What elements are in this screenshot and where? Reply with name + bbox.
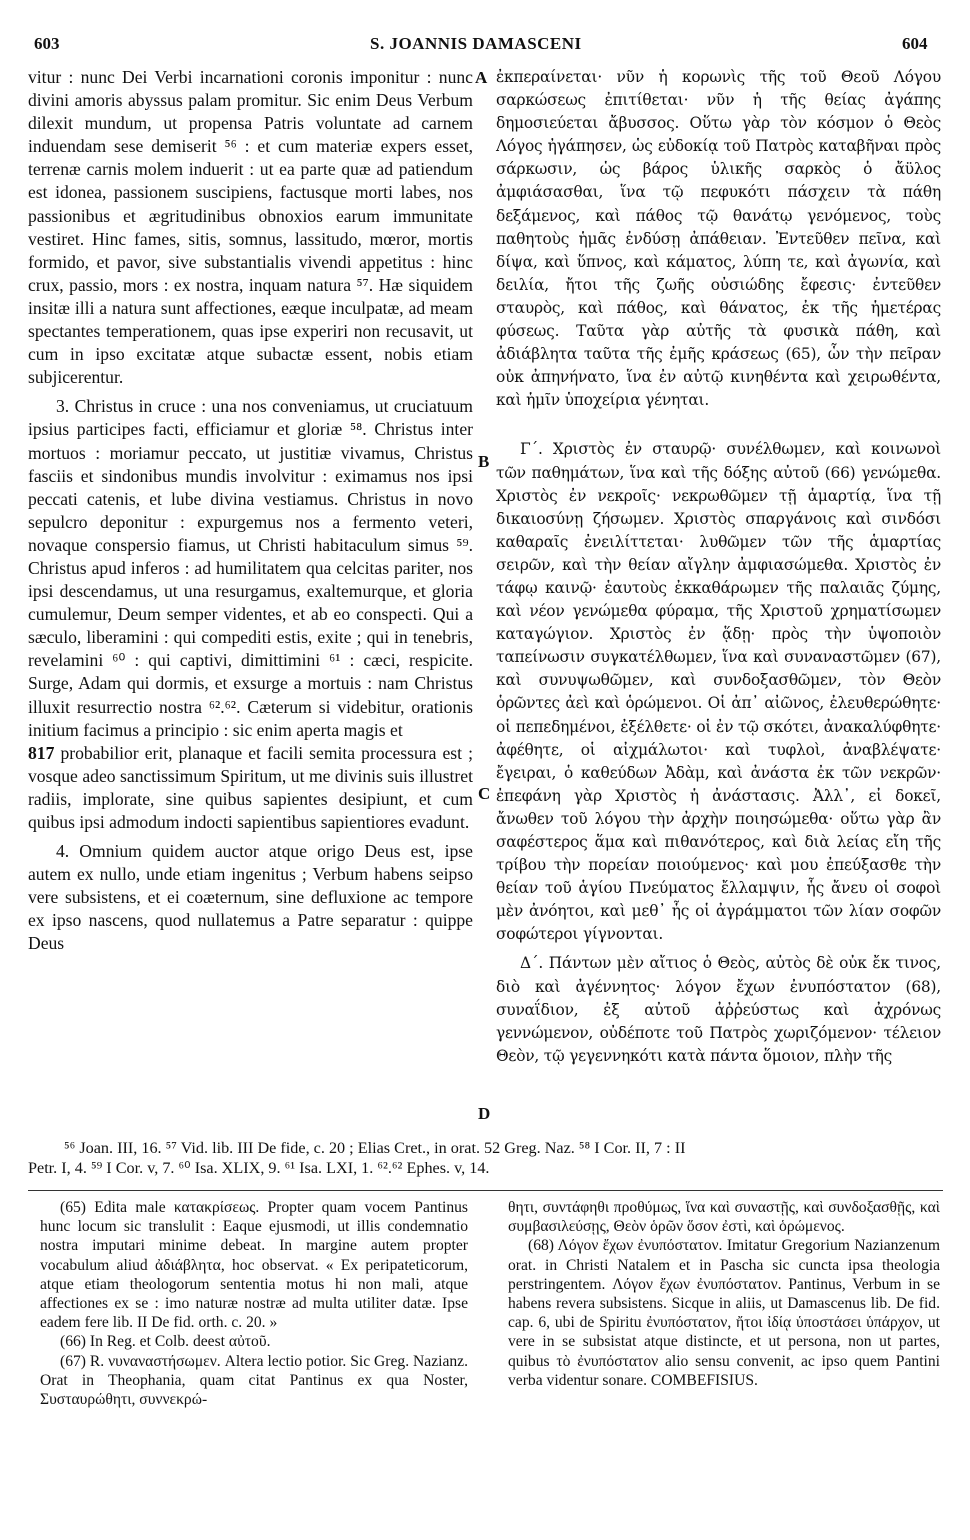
page-number-right: 604 — [902, 34, 928, 53]
scripture-footnotes — [28, 1138, 943, 1178]
margin-marker-c: C — [478, 784, 491, 803]
latin-paragraph-2-end — [28, 742, 473, 834]
note-65: (65) Edita male κατακρίσεως. Propter quam vocem Pantinus hunc locum sic translulit : Eaque ejusmodi, ut illis condemnatio nostra imputari minime debeat. In margine autem propter vocabulum aliud ἀδιάβλητα, hoc observat. « Ex peripateticorum, atque etiam theologorum sententia motus hi non mali, atque affectiones ex se : imo naturæ nostræ ad multa utiliter datæ. Ipse eadem fere lib. II De fid. orth. c. 20. » — [40, 1199, 468, 1332]
greek-paragraph-2: Γ΄. Χριστὸς ἐν σταυρῷ· συνέλθωμεν, καὶ κοινωνοὶ τῶν παθημάτων, ἵνα καὶ τῆς δόξης αὐτοῦ (66) γενώμεθα. Χριστὸς ἐν νεκροῖς· νεκρωθῶμεν τῇ ἁμαρτίᾳ, ἵνα τῇ δικαιοσύνῃ ζήσωμεν. Χριστὸς σπαργάνοις καὶ σινδόσι καθαραῖς ἐνειλίττεται· λυθῶμεν τῶν τῆς ἁμαρτίας σειρῶν, καὶ τὴν θείαν αἴγλην ἀμφιασώμεθα. Χριστὸς ἐν τάφῳ καινῷ· ἑαυτοὺς ἐκκαθάρωμεν τῆς παλαιᾶς ζύμης, καὶ νέον γενώμεθα φύραμα, τῆς Χριστοῦ χρηματίσωμεν καταγώγιον. Χριστὸς ἐν ᾅδῃ· πρὸς τὴν ὑψοποιὸν ταπείνωσιν συγκατέλθωμεν, ἵνα καὶ συναναστῶμεν (67), καὶ συνυψωθῶμεν, καὶ συνδοξασθῶμεν, τὸν Θεὸν ὁρῶντες ἀεὶ καὶ ὁρώμενοι. Οἱ ἀπ᾿ αἰῶνος, ἐλευθερώθητε· οἱ πεπεδημένοι, ἐξέλθετε· οἱ ἐν τῷ σκότει, ἀνακαλύφθητε· ἀφέθητε, οἱ αἰχμάλωτοι· καὶ τυφλοὶ, ἀναβλέψατε· ἔγειραι, ὁ καθεύδων Ἀδὰμ, καὶ ἀνάστα ἐκ τῶν νεκρῶν· ἐπεφάνη γὰρ Χριστὸς ἡ ἀνάστασις. Ἀλλ᾿, εἰ δοκεῖ, ἄνωθεν τοῦ λόγου τὴν ἀρχὴν ποιησώμεθα· οὕτω γὰρ ἂν σαφέστερος ἅμα καὶ πιθανότερος, καὶ διὰ λείας εἴη τῆς τρίβου τὴν πορείαν ποιούμενος· καὶ μου ἐπεύξασθε τὴν θείαν τοῦ ἁγίου Πνεύματος ἔλλαμψιν, ἧς ἄνευ οἱ σοφοὶ μὲν ἀνόητοι, καὶ μεθ᾿ ἧς οἱ ἀγράμματοι τῶν λίαν σοφῶν σοφώτεροι γίγνονται. — [496, 440, 941, 944]
footnote-line-1: ⁵⁶ Joan. III, 16. ⁵⁷ Vid. lib. III De fide, c. 20 ; Elias Cret., in orat. 52 Greg. Naz. ⁵⁸ I Cor. II, 7 : II — [64, 1139, 686, 1157]
page-number-left: 603 — [34, 34, 60, 53]
latin-paragraph-3: 4. Omnium quidem auctor atque origo Deus est, ipse autem ex nullo, unde etiam ingenitus ; Verbum habens seipso vere subsistens, et ei coæternum, sine defluxione ac tempore ex ipso nascens, quod nullatemus a Patre separatur : quippe Deus — [28, 841, 473, 954]
greek-paragraph-1: ἐκπεραίνεται· νῦν ἡ κορωνὶς τῆς τοῦ Θεοῦ Λόγου σαρκώσεως ἐπιτίθεται· νῦν ἡ τῆς θείας ἀγάπης δημοσιεύεται ἄβυσσος. Οὕτω γὰρ τὸν κόσμον ὁ Θεὸς Λόγος ἠγάπησεν, ὡς εὐδοκίᾳ τοῦ Πατρὸς καταβῆναι πρὸς σάρκωσιν, ὡς βάρος ὑλικῆς σαρκὸς ὁ ἄϋλος ἀμφιάσασθαι, ἵνα τῷ πεφυκότι πάσχειν τὰ πάθη δεξάμενος, καὶ πάθος τῷ θανάτῳ γενόμενος, τοὺς παθητοὺς ἡμᾶς ἐνδύσῃ ἀπάθειαν. Ἐντεῦθεν πεῖνα, καὶ δίψα, καὶ ὕπνος, καὶ κάματος, λύπη τε, καὶ ἀγωνία, καὶ δειλία, ἤτοι τῆς ζωῆς οὐσιώδης ἔφεσις· ἐντεῦθεν σταυρὸς, καὶ πάθος, καὶ θάνατος, ἐκ τῆς ἡμετέρας φύσεως. Ταῦτα γὰρ αὐτῆς τὰ φυσικὰ πάθη, καὶ ἀδιάβλητα ταῦτα τῆς ἐμῆς κράσεως (65), ὧν τὴν πεῖραν οὐκ ἀπηνήνατο, ἵνα ἐν αὐτῷ κινηθέντα καὶ χειρωθέντα, καὶ ἡμῖν ὑποχείρια γένηται. — [496, 68, 941, 410]
column-number: 817 — [28, 742, 55, 763]
margin-marker-d: D — [478, 1104, 491, 1123]
latin-column — [28, 66, 473, 956]
footnote-line-2: Petr. I, 4. ⁵⁹ I Cor. v, 7. ⁶⁰ Isa. XLIX, 9. ⁶¹ Isa. LXI, 1. ⁶².⁶² Ephes. v, 14. — [28, 1159, 490, 1177]
note-66: (66) In Reg. et Colb. deest αὐτοῦ. — [60, 1333, 271, 1351]
notes-right-column — [508, 1198, 940, 1390]
note-67: (67) R. νυναναστήσωμεν. Altera lectio potior. Sic Greg. Nazianz. Orat in Theophania, quam citat Pantinus ex qua Noster, Συσταυρώθητι, συννεκρώ- — [40, 1352, 468, 1409]
note-67-continued: θητι, συντάφηθι προθύμως, ἵνα καὶ συναστῇς, καὶ συνδοξασθῇς, καὶ συμβασιλεύσῃς, Θεὸν ὁρῶν ὅσον ἐστὶ, καὶ ὁρώμενος. — [508, 1199, 940, 1236]
latin-paragraph-2-tail: probabilior erit, planaque et facili semita processura est ; vosque adeo sanctissimum Spiritum, ut me divinis suis illustret radiis, implorate, sine quibus sapientes desipiunt, et cum quibus ipsi admodum indocti sapientibus sapientiores evadunt. — [28, 742, 473, 832]
latin-paragraph-1: vitur : nunc Dei Verbi incarnationi coronis imponitur : nunc divini amoris abyssus palam promitur. Sic enim Deus Verbum dilexit mundum, ut propensa Patris voluntate ad carnem induendam sese demiserit ⁵⁶ : et cum materiæ expers esset, terrenæ carnis molem induerit : ut ea parte quæ ad patiendum est idonea, passionem suscipiens, factusque morti labes, nos passionibus et ægritudinibus obnoxios earum immunitate vestiret. Hinc fames, sitis, somnus, lassitudo, mœror, mortis formido, et pavor, sive substantialis vivendi appetitus : hinc crux, passio, mors : ex nostra, inquam natura ⁵⁷. Hæ siquidem insitæ illi a natura sunt affectiones, eæque inculpatæ, ad meam spectantes temperationem, quas ipse experiri non recusavit, ut cum in ipso excitatæ atque subactæ essent, nobis etiam subjicerentur. — [28, 67, 473, 388]
margin-marker-b: B — [478, 452, 490, 471]
latin-paragraph-2: 3. Christus in cruce : una nos conveniamus, ut cruciatuum ipsius participes facti, efficiamur et gloriæ ⁵⁸. Christus inter mortuos : moriamur peccato, ut justitiæ vivamus, Christus fasciis et sindonibus mundis involvitur : eximamus nos ipsi peccati catenis, et lube divina vestiamus. Christus in novo sepulcro deponitur : expurgemus nos a fermento veteri, novaque conspersio fiamus, ut Christi habitaculum simus ⁵⁹. Christus apud inferos : ad humilitatem qua celcitas pariter, nos ipsi descendamus, ut una resurgamus, exaltemurque, et gloria cumulemur, Deum semper videntes, et ab eo conspecti. Qui a sæculo, liberamini : qui compediti estis, exite ; qui in tenebris, revelamini ⁶⁰ : qui captivi, dimittimini ⁶¹ : cæci, respicite. Surge, Adam qui dormis, et exsurge a mortuis : nam Christus illuxit resurrectio nostra ⁶².⁶². Cæterum si videbitur, orationis initium facimus a principio : sic enim aperta magis et — [28, 396, 473, 740]
margin-marker-a: A — [475, 68, 488, 87]
greek-column — [496, 66, 941, 1068]
running-title: S. JOANNIS DAMASCENI — [370, 34, 582, 53]
note-68: (68) Λόγον ἔχων ἐνυπόστατον. Imitatur Gregorium Nazianzenum orat. in Christi Natalem et in Pascha sic cuncta ipsa theologia perstringentem. Λόγον ἔχων ἐνυπόστατον. Pantinus, Verbum in se habens revera subsistens. Sicque in aliis, ut Damascenus lib. De fid. cap. 6, ubi de Spiritu ἐνυπόστατον, ἤτοι ἰδίᾳ ὑποστάσει ὑπάρχον, ut vere in se subsistat atque distincte, et ut persona, non ut partes, quibus τὸ ἐνυπόστατον alio sensu convenit, ac ipso quem Pantini verba videntur sonare. COMBEFISIUS. — [508, 1237, 940, 1389]
notes-left-column — [40, 1198, 468, 1409]
greek-paragraph-3: Δ΄. Πάντων μὲν αἴτιος ὁ Θεὸς, αὐτὸς δὲ οὐκ ἔκ τινος, διὸ καὶ ἀγέννητος· λόγον ἔχων ἐνυπόστατον (68), συναΐδιον, ἐξ αὐτοῦ ἀῤῥεύστως καὶ ἀχρόνως γεννώμενον, οὐδέποτε τοῦ Πατρὸς χωριζόμενον· τέλειον Θεὸν, τῷ γεγεννηκότι κατὰ πάντα ὅμοιον, πλὴν τῆς — [496, 954, 941, 1065]
notes-divider — [28, 1190, 943, 1191]
